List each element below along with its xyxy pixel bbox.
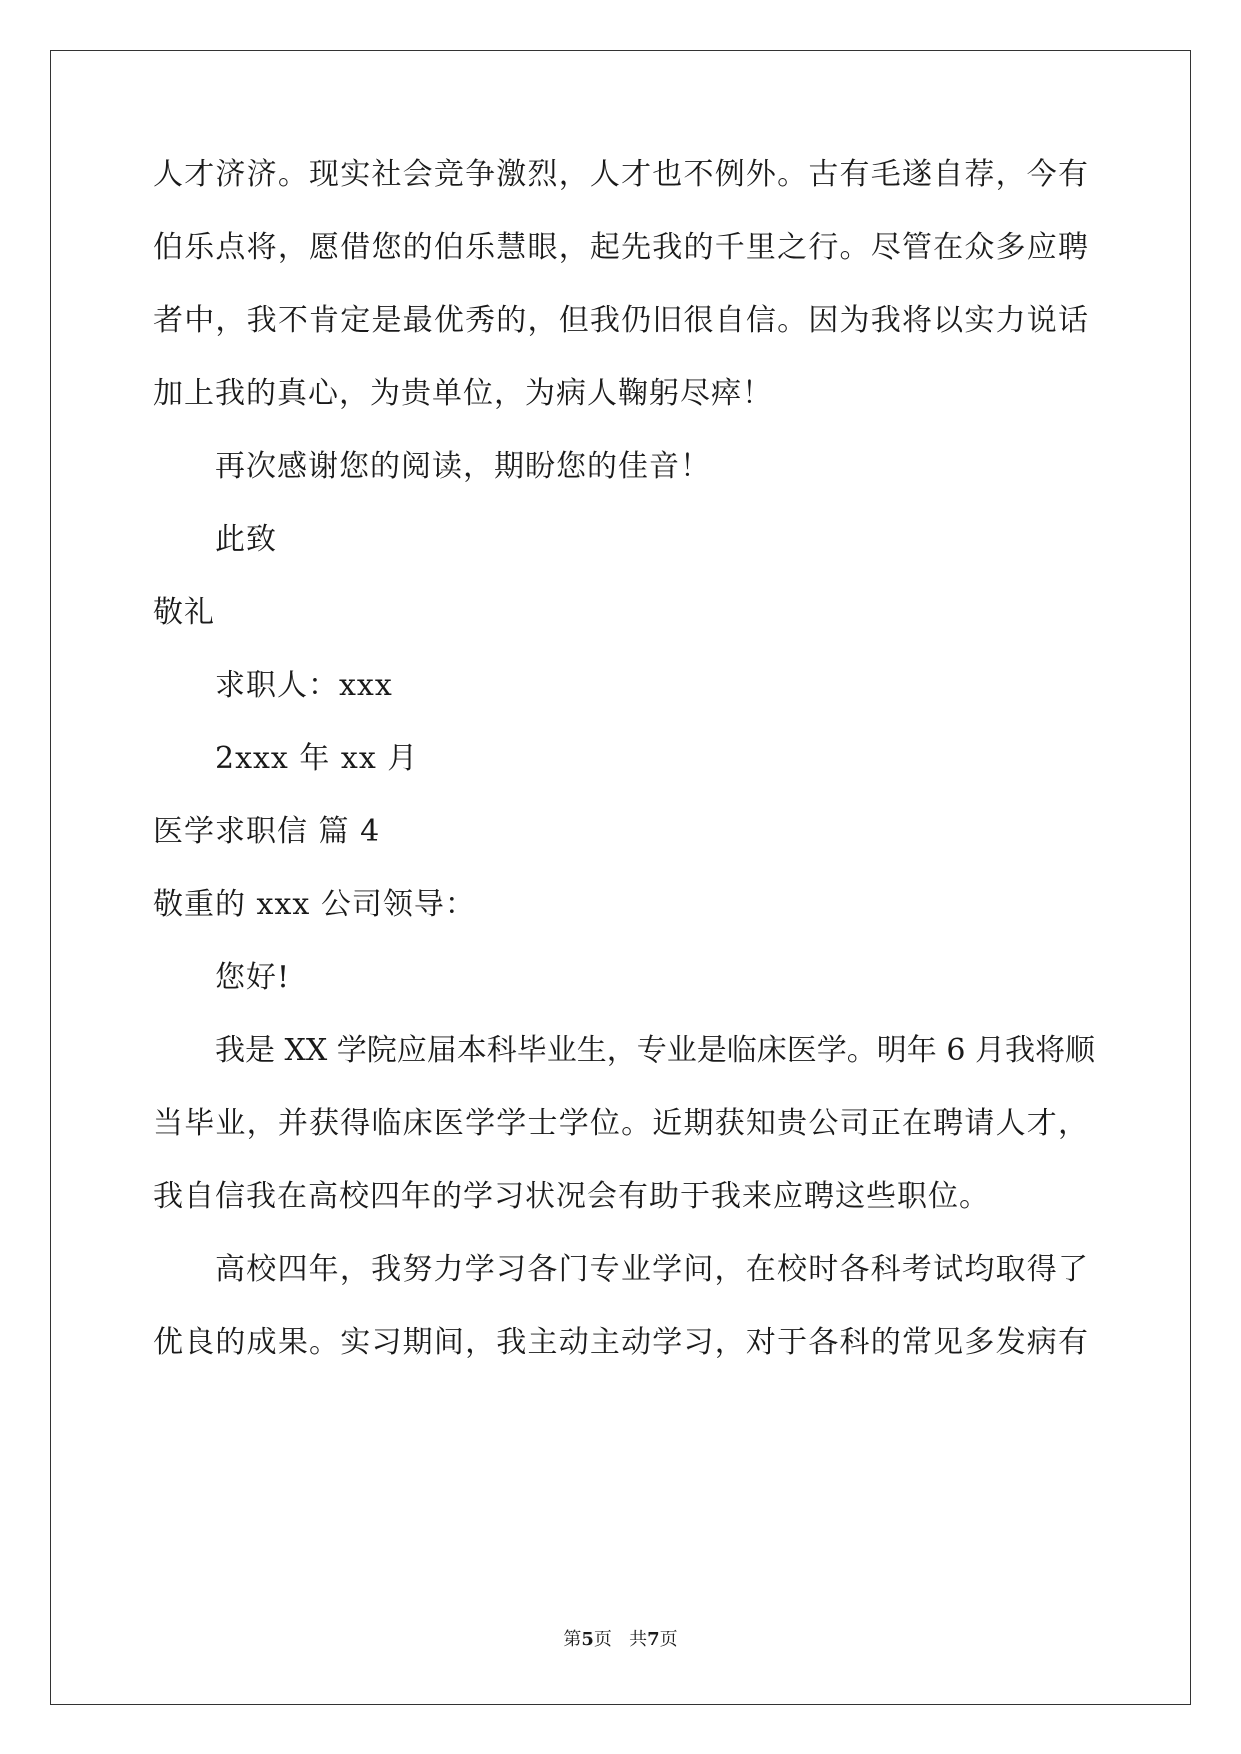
footer-suffix: 页 bbox=[659, 1629, 678, 1650]
footer-prefix: 第 bbox=[563, 1629, 582, 1650]
salutation-line: 此致 bbox=[215, 522, 277, 557]
applicant-line: 求职人：xxx bbox=[215, 668, 393, 703]
closing-thanks-line: 再次感谢您的阅读，期盼您的佳音！ bbox=[215, 449, 711, 484]
footer-current-page: 5 bbox=[581, 1629, 594, 1650]
addressee-line: 敬重的 xxx 公司领导： bbox=[153, 887, 476, 922]
date-line: 2xxx 年 xx 月 bbox=[215, 741, 419, 776]
section-heading: 医学求职信 篇 4 bbox=[153, 814, 381, 849]
paragraph-line: 我自信我在高校四年的学习状况会有助于我来应聘这些职位。 bbox=[153, 1179, 990, 1214]
paragraph-line: 当毕业，并获得临床医学学士学位。近期获知贵公司正在聘请人才， bbox=[153, 1106, 1088, 1141]
footer-middle: 页 共 bbox=[593, 1629, 648, 1650]
footer-total-pages: 7 bbox=[647, 1629, 660, 1650]
paragraph-line: 加上我的真心，为贵单位，为病人鞠躬尽瘁！ bbox=[153, 376, 773, 411]
paragraph-line: 优良的成果。实习期间，我主动主动学习，对于各科的常见多发病有 bbox=[153, 1325, 1088, 1360]
paragraph-line: 者中，我不肯定是最优秀的，但我仍旧很自信。因为我将以实力说话 bbox=[153, 303, 1088, 338]
paragraph-line: 人才济济。现实社会竞争激烈，人才也不例外。古有毛遂自荐，今有 bbox=[153, 157, 1088, 192]
paragraph-line: 高校四年，我努力学习各门专业学问，在校时各科考试均取得了 bbox=[215, 1252, 1088, 1287]
page-border bbox=[50, 50, 1191, 1705]
page-footer bbox=[0, 1628, 1241, 1652]
paragraph-line: 伯乐点将，愿借您的伯乐慧眼，起先我的千里之行。尽管在众多应聘 bbox=[153, 230, 1088, 265]
greeting-line: 您好! bbox=[215, 960, 291, 995]
regards-line: 敬礼 bbox=[153, 595, 215, 630]
paragraph-line: 我是 XX 学院应届本科毕业生，专业是临床医学。明年 6 月我将顺 bbox=[215, 1033, 1095, 1068]
